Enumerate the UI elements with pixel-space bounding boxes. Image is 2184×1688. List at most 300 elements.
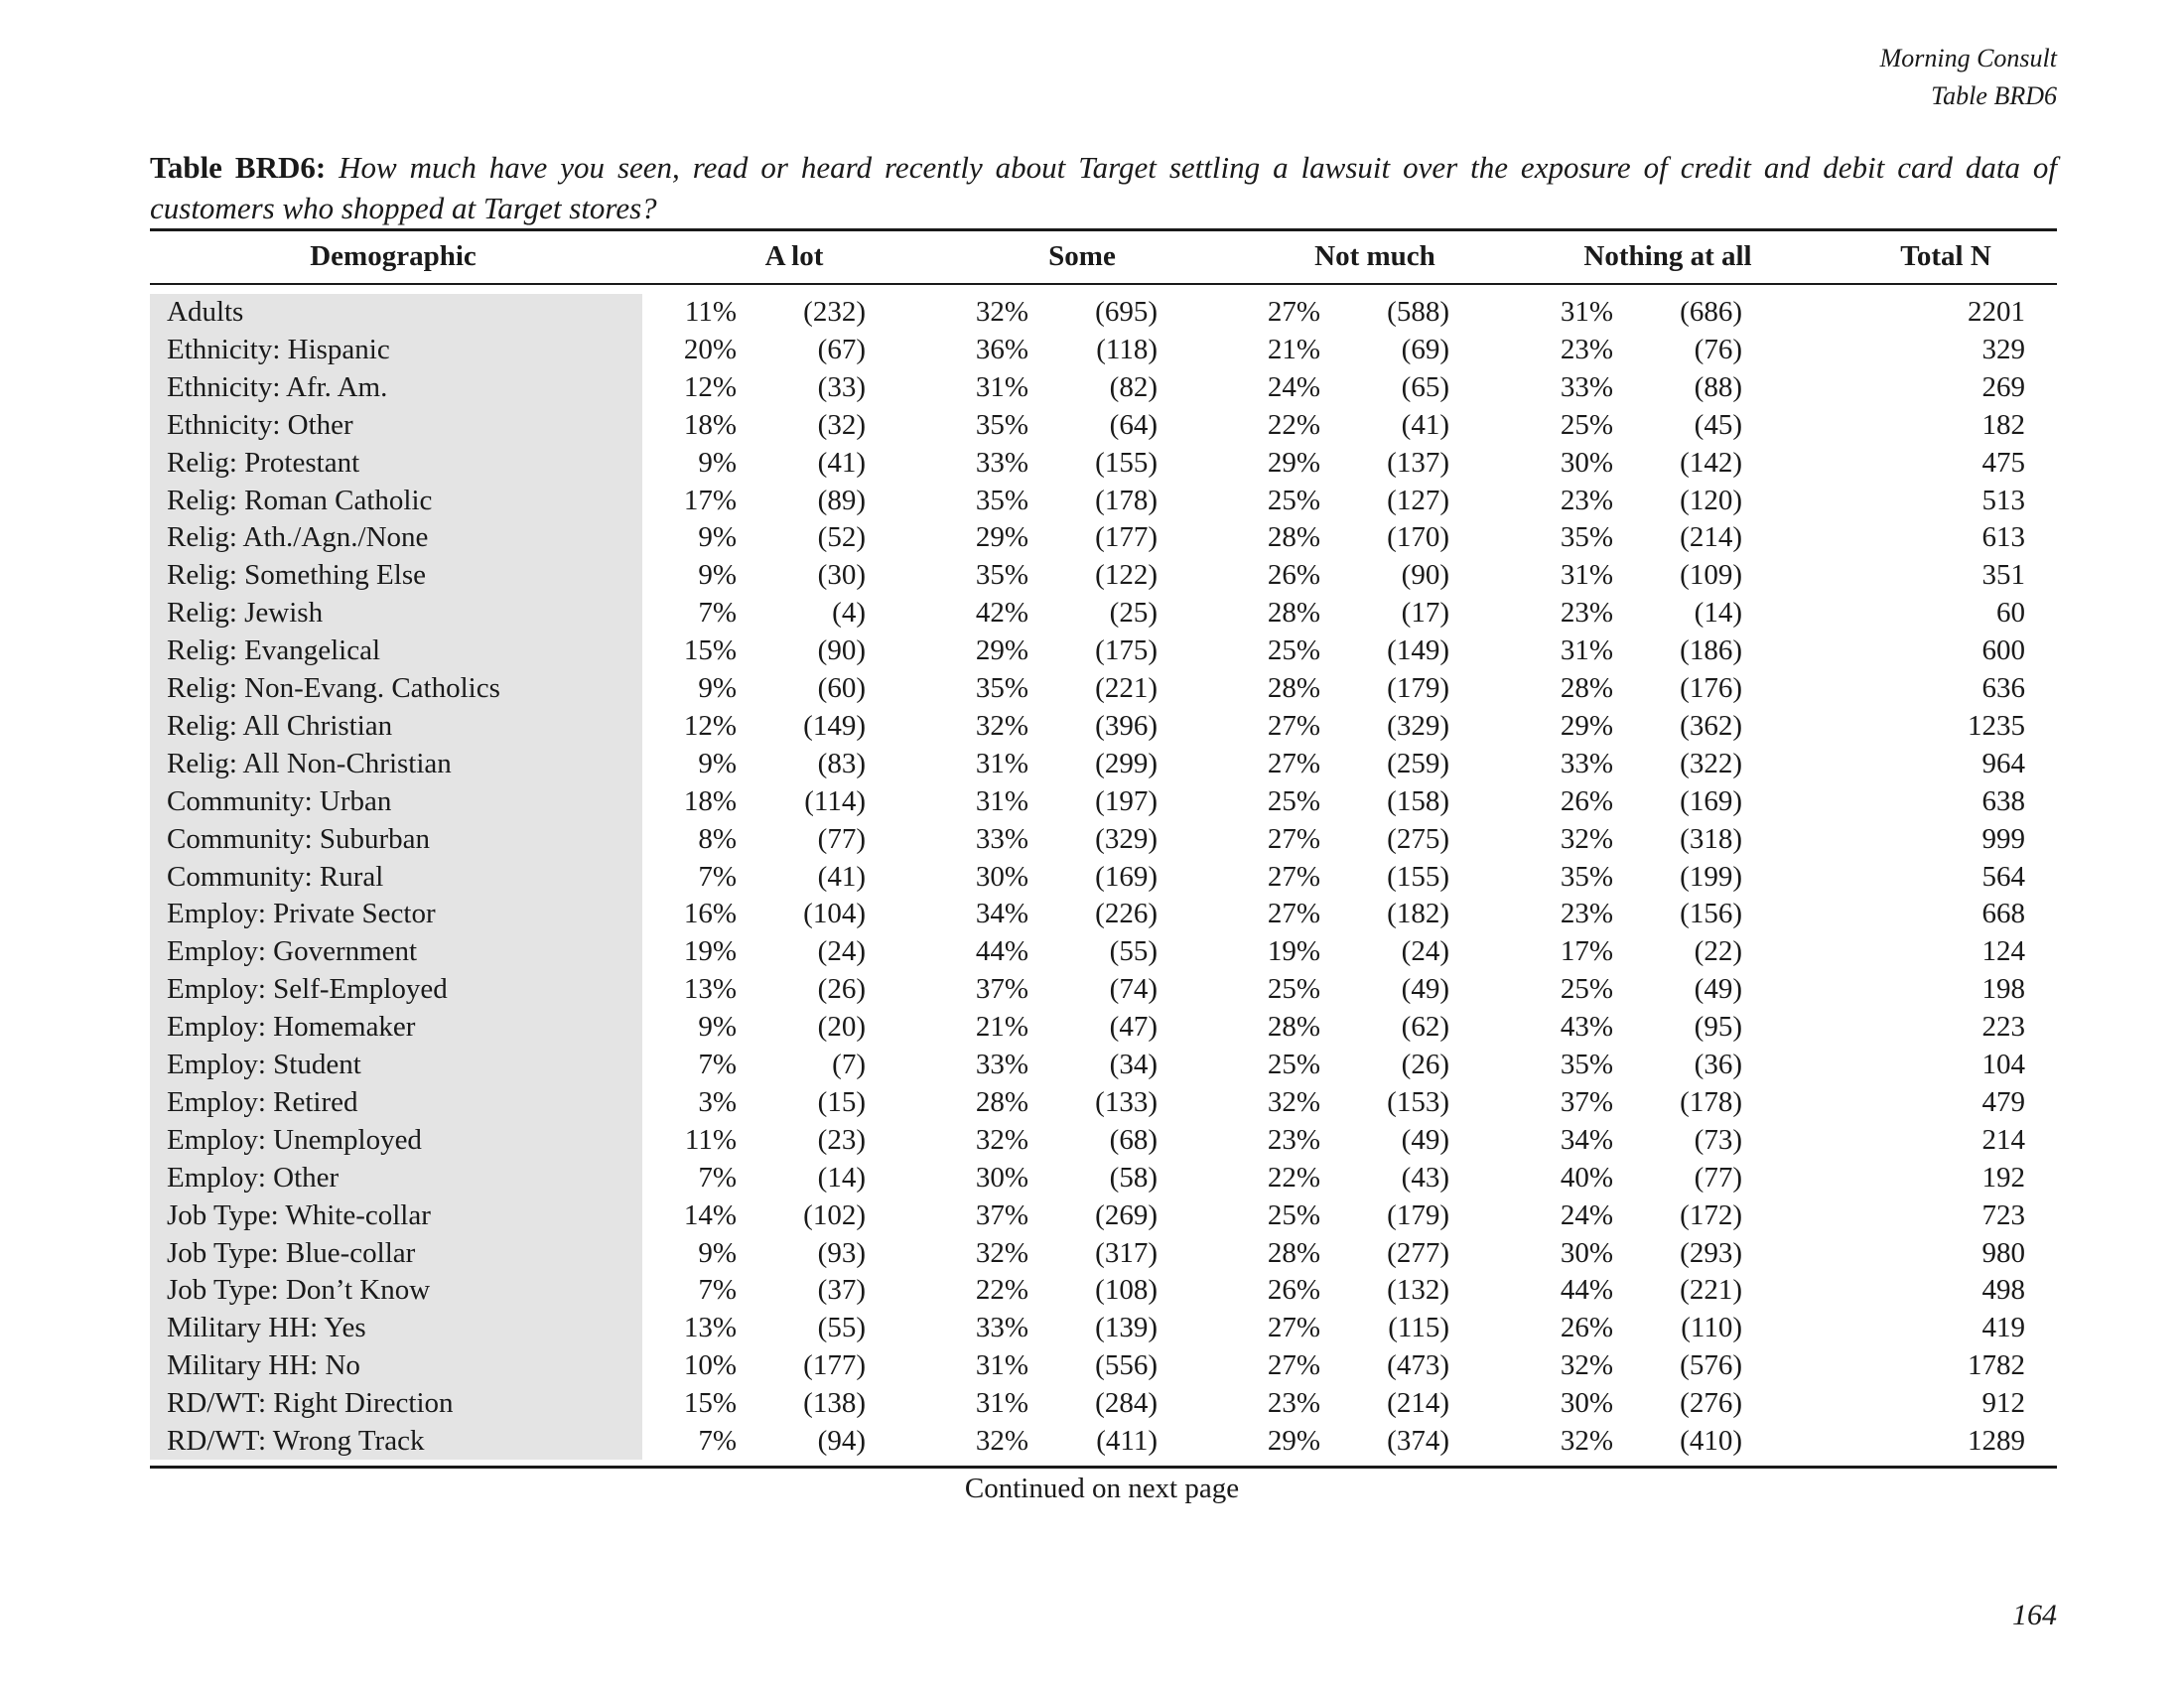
cell-total-n: 198 — [1981, 973, 2025, 1006]
table-row — [0, 1271, 2184, 1309]
cell-not-much-pct: 32% — [1267, 1085, 1320, 1118]
cell-a-lot-pct: 7% — [698, 860, 737, 893]
cell-some-n: (139) — [1095, 1312, 1158, 1344]
cell-total-n: 1235 — [1968, 709, 2025, 742]
cell-a-lot-pct: 7% — [698, 1274, 737, 1307]
cell-some-pct: 33% — [975, 822, 1028, 855]
cell-total-n: 723 — [1981, 1198, 2025, 1231]
cell-nothing-pct: 23% — [1560, 484, 1613, 516]
cell-some-n: (299) — [1095, 747, 1158, 779]
cell-some-pct: 37% — [975, 973, 1028, 1006]
cell-not-much-pct: 23% — [1267, 1387, 1320, 1420]
cell-total-n: 479 — [1981, 1085, 2025, 1118]
cell-nothing-pct: 25% — [1560, 973, 1613, 1006]
cell-a-lot-pct: 8% — [698, 822, 737, 855]
cell-nothing-n: (76) — [1694, 333, 1742, 365]
cell-not-much-n: (588) — [1387, 296, 1449, 328]
publisher-name: Morning Consult — [1879, 44, 2057, 72]
cell-not-much-n: (259) — [1387, 747, 1449, 779]
cell-some-n: (317) — [1095, 1236, 1158, 1269]
cell-not-much-pct: 25% — [1267, 1198, 1320, 1231]
cell-a-lot-n: (24) — [817, 935, 866, 968]
cell-not-much-pct: 27% — [1267, 296, 1320, 328]
cell-some-n: (175) — [1095, 634, 1158, 667]
row-label: RD/WT: Wrong Track — [167, 1425, 425, 1457]
cell-some-n: (133) — [1095, 1085, 1158, 1118]
cell-not-much-n: (132) — [1387, 1274, 1449, 1307]
cell-total-n: 564 — [1981, 860, 2025, 893]
page-number: 164 — [2012, 1599, 2057, 1631]
top-rule — [150, 228, 2057, 231]
cell-a-lot-pct: 9% — [698, 1011, 737, 1044]
cell-nothing-pct: 17% — [1560, 935, 1613, 968]
cell-nothing-pct: 29% — [1560, 709, 1613, 742]
table-row — [0, 1008, 2184, 1046]
cell-some-pct: 30% — [975, 860, 1028, 893]
cell-a-lot-pct: 7% — [698, 1425, 737, 1457]
cell-some-n: (269) — [1095, 1198, 1158, 1231]
cell-total-n: 419 — [1981, 1312, 2025, 1344]
cell-some-pct: 31% — [975, 1349, 1028, 1382]
row-label: Job Type: White-collar — [167, 1198, 431, 1231]
row-label: Employ: Retired — [167, 1085, 358, 1118]
cell-nothing-n: (156) — [1680, 898, 1742, 930]
cell-some-pct: 29% — [975, 521, 1028, 554]
cell-some-pct: 42% — [975, 597, 1028, 630]
cell-not-much-n: (179) — [1387, 672, 1449, 704]
cell-some-n: (197) — [1095, 784, 1158, 817]
cell-a-lot-n: (67) — [817, 333, 866, 365]
cell-not-much-pct: 27% — [1267, 898, 1320, 930]
cell-not-much-n: (41) — [1401, 408, 1449, 441]
row-label: Employ: Homemaker — [167, 1011, 416, 1044]
table-row — [0, 1346, 2184, 1384]
table-title-label: Table BRD6: — [150, 150, 327, 185]
table-row — [0, 406, 2184, 444]
table-row — [0, 669, 2184, 707]
cell-some-pct: 35% — [975, 559, 1028, 592]
cell-a-lot-pct: 9% — [698, 446, 737, 479]
cell-not-much-pct: 19% — [1267, 935, 1320, 968]
cell-nothing-pct: 35% — [1560, 521, 1613, 554]
table-row — [0, 594, 2184, 632]
cell-total-n: 182 — [1981, 408, 2025, 441]
cell-nothing-n: (410) — [1680, 1425, 1742, 1457]
cell-total-n: 124 — [1981, 935, 2025, 968]
cell-a-lot-pct: 15% — [683, 634, 737, 667]
cell-not-much-n: (275) — [1387, 822, 1449, 855]
cell-a-lot-n: (102) — [803, 1198, 866, 1231]
cell-not-much-pct: 25% — [1267, 484, 1320, 516]
row-label: Employ: Self-Employed — [167, 973, 448, 1006]
cell-nothing-n: (276) — [1680, 1387, 1742, 1420]
cell-some-n: (122) — [1095, 559, 1158, 592]
cell-nothing-n: (576) — [1680, 1349, 1742, 1382]
row-label: Military HH: No — [167, 1349, 360, 1382]
cell-nothing-pct: 33% — [1560, 370, 1613, 403]
cell-some-n: (396) — [1095, 709, 1158, 742]
row-label: Employ: Student — [167, 1049, 361, 1080]
cell-not-much-pct: 25% — [1267, 1049, 1320, 1080]
cell-some-pct: 32% — [975, 1123, 1028, 1156]
col-header-demographic: Demographic — [310, 240, 477, 272]
cell-not-much-n: (374) — [1387, 1425, 1449, 1457]
cell-nothing-n: (176) — [1680, 672, 1742, 704]
cell-nothing-n: (169) — [1680, 784, 1742, 817]
table-row — [0, 556, 2184, 594]
cell-not-much-n: (473) — [1387, 1349, 1449, 1382]
cell-some-n: (55) — [1109, 935, 1158, 968]
cell-nothing-n: (88) — [1694, 370, 1742, 403]
column-headers — [0, 238, 2184, 278]
table-row — [0, 368, 2184, 406]
table-row — [0, 820, 2184, 858]
cell-not-much-pct: 28% — [1267, 1011, 1320, 1044]
cell-nothing-n: (45) — [1694, 408, 1742, 441]
table-row — [0, 1422, 2184, 1460]
continued-note: Continued on next page — [964, 1473, 1240, 1504]
cell-some-n: (155) — [1095, 446, 1158, 479]
cell-nothing-n: (77) — [1694, 1161, 1742, 1194]
table-row — [0, 518, 2184, 556]
cell-some-pct: 29% — [975, 634, 1028, 667]
cell-not-much-pct: 26% — [1267, 559, 1320, 592]
cell-a-lot-pct: 7% — [698, 1161, 737, 1194]
cell-not-much-pct: 22% — [1267, 408, 1320, 441]
cell-some-pct: 44% — [975, 935, 1028, 968]
cell-not-much-pct: 29% — [1267, 1425, 1320, 1457]
cell-not-much-pct: 27% — [1267, 709, 1320, 742]
table-row — [0, 1384, 2184, 1422]
cell-some-pct: 33% — [975, 1312, 1028, 1344]
cell-nothing-n: (109) — [1680, 559, 1742, 592]
cell-not-much-n: (179) — [1387, 1198, 1449, 1231]
bottom-rule — [150, 1466, 2057, 1469]
cell-a-lot-pct: 3% — [698, 1085, 737, 1118]
row-label: Relig: Ath./Agn./None — [167, 521, 429, 554]
table-row — [0, 895, 2184, 932]
cell-a-lot-pct: 20% — [683, 333, 737, 365]
cell-a-lot-pct: 18% — [683, 784, 737, 817]
cell-some-n: (226) — [1095, 898, 1158, 930]
row-label: Job Type: Don’t Know — [167, 1274, 431, 1307]
table-row — [0, 1196, 2184, 1234]
row-label: Relig: All Non-Christian — [167, 747, 452, 779]
cell-not-much-n: (329) — [1387, 709, 1449, 742]
cell-a-lot-n: (26) — [817, 973, 866, 1006]
cell-nothing-n: (199) — [1680, 860, 1742, 893]
cell-not-much-pct: 27% — [1267, 860, 1320, 893]
cell-nothing-pct: 33% — [1560, 747, 1613, 779]
cell-a-lot-pct: 9% — [698, 521, 737, 554]
cell-total-n: 613 — [1981, 521, 2025, 554]
cell-nothing-n: (172) — [1680, 1198, 1742, 1231]
cell-total-n: 638 — [1981, 784, 2025, 817]
cell-not-much-pct: 25% — [1267, 634, 1320, 667]
cell-total-n: 269 — [1981, 370, 2025, 403]
cell-a-lot-n: (90) — [817, 634, 866, 667]
cell-some-pct: 37% — [975, 1198, 1028, 1231]
cell-some-n: (108) — [1095, 1274, 1158, 1307]
cell-total-n: 1782 — [1968, 1349, 2025, 1382]
cell-a-lot-pct: 13% — [683, 1312, 737, 1344]
cell-not-much-pct: 29% — [1267, 446, 1320, 479]
cell-a-lot-n: (93) — [817, 1236, 866, 1269]
cell-a-lot-pct: 7% — [698, 597, 737, 630]
cell-nothing-n: (73) — [1694, 1123, 1742, 1156]
table-row — [0, 482, 2184, 519]
cell-total-n: 999 — [1981, 822, 2025, 855]
cell-a-lot-n: (138) — [803, 1387, 866, 1420]
table-question: How much have you seen, read or heard recently about Target settling a lawsuit over the exposure of credit and debit card data of customers who shopped at Target stores? — [150, 150, 2058, 225]
cell-some-pct: 35% — [975, 672, 1028, 704]
cell-a-lot-pct: 16% — [683, 898, 737, 930]
cell-a-lot-pct: 10% — [683, 1349, 737, 1382]
cell-nothing-pct: 30% — [1560, 1236, 1613, 1269]
cell-nothing-pct: 31% — [1560, 296, 1613, 328]
row-label: Relig: Jewish — [167, 597, 324, 630]
table-row — [0, 782, 2184, 820]
cell-a-lot-n: (41) — [817, 860, 866, 893]
row-label: Relig: All Christian — [167, 709, 393, 742]
cell-some-pct: 36% — [975, 333, 1028, 365]
cell-total-n: 2201 — [1968, 296, 2025, 328]
cell-a-lot-pct: 9% — [698, 747, 737, 779]
cell-a-lot-n: (14) — [817, 1161, 866, 1194]
cell-some-n: (118) — [1096, 333, 1158, 365]
cell-some-pct: 35% — [975, 408, 1028, 441]
cell-some-n: (695) — [1095, 296, 1158, 328]
cell-nothing-pct: 26% — [1560, 1312, 1613, 1344]
cell-some-n: (556) — [1095, 1349, 1158, 1382]
cell-not-much-n: (149) — [1387, 634, 1449, 667]
cell-some-pct: 31% — [975, 370, 1028, 403]
cell-a-lot-n: (94) — [817, 1425, 866, 1457]
cell-some-pct: 32% — [975, 296, 1028, 328]
cell-a-lot-pct: 18% — [683, 408, 737, 441]
cell-total-n: 600 — [1981, 634, 2025, 667]
cell-not-much-n: (65) — [1401, 370, 1449, 403]
cell-some-pct: 34% — [975, 898, 1028, 930]
row-label: Community: Suburban — [167, 822, 431, 855]
cell-not-much-n: (158) — [1387, 784, 1449, 817]
cell-a-lot-n: (33) — [817, 370, 866, 403]
cell-total-n: 1289 — [1968, 1425, 2025, 1457]
cell-nothing-pct: 35% — [1560, 860, 1613, 893]
cell-nothing-n: (142) — [1680, 446, 1742, 479]
cell-nothing-n: (49) — [1694, 973, 1742, 1006]
cell-not-much-n: (137) — [1387, 446, 1449, 479]
cell-not-much-n: (26) — [1401, 1049, 1449, 1080]
cell-total-n: 636 — [1981, 672, 2025, 704]
cell-not-much-n: (153) — [1387, 1085, 1449, 1118]
cell-not-much-n: (214) — [1387, 1387, 1449, 1420]
cell-total-n: 223 — [1981, 1011, 2025, 1044]
row-label: Employ: Government — [167, 935, 418, 968]
row-label: Military HH: Yes — [167, 1312, 366, 1344]
cell-nothing-pct: 32% — [1560, 1349, 1613, 1382]
cell-nothing-n: (686) — [1680, 296, 1742, 328]
cell-not-much-pct: 27% — [1267, 822, 1320, 855]
cell-a-lot-pct: 13% — [683, 973, 737, 1006]
cell-total-n: 475 — [1981, 446, 2025, 479]
cell-some-n: (329) — [1095, 822, 1158, 855]
cell-some-pct: 32% — [975, 709, 1028, 742]
row-label: Relig: Non-Evang. Catholics — [167, 672, 500, 704]
cell-not-much-pct: 28% — [1267, 597, 1320, 630]
cell-nothing-pct: 40% — [1560, 1161, 1613, 1194]
row-label: Community: Rural — [167, 860, 384, 893]
cell-a-lot-pct: 17% — [683, 484, 737, 516]
cell-some-pct: 32% — [975, 1236, 1028, 1269]
cell-nothing-pct: 24% — [1560, 1198, 1613, 1231]
cell-a-lot-pct: 12% — [683, 370, 737, 403]
cell-nothing-pct: 30% — [1560, 1387, 1613, 1420]
row-label: Relig: Evangelical — [167, 634, 381, 667]
cell-a-lot-n: (37) — [817, 1274, 866, 1307]
row-label: Employ: Other — [167, 1161, 340, 1194]
cell-nothing-n: (120) — [1680, 484, 1742, 516]
cell-not-much-n: (170) — [1387, 521, 1449, 554]
cell-some-n: (221) — [1095, 672, 1158, 704]
cell-nothing-pct: 43% — [1560, 1011, 1613, 1044]
header-rule — [150, 283, 2057, 285]
cell-some-pct: 31% — [975, 747, 1028, 779]
cell-a-lot-n: (32) — [817, 408, 866, 441]
cell-total-n: 329 — [1981, 333, 2025, 365]
cell-some-n: (82) — [1109, 370, 1158, 403]
cell-nothing-pct: 28% — [1560, 672, 1613, 704]
cell-total-n: 964 — [1981, 747, 2025, 779]
cell-a-lot-n: (4) — [832, 597, 866, 630]
cell-not-much-pct: 21% — [1267, 333, 1320, 365]
cell-total-n: 668 — [1981, 898, 2025, 930]
cell-not-much-n: (155) — [1387, 860, 1449, 893]
cell-a-lot-n: (20) — [817, 1011, 866, 1044]
cell-a-lot-pct: 9% — [698, 559, 737, 592]
cell-nothing-pct: 23% — [1560, 597, 1613, 630]
row-label: Ethnicity: Hispanic — [167, 333, 390, 365]
cell-nothing-pct: 30% — [1560, 446, 1613, 479]
cell-nothing-n: (178) — [1680, 1085, 1742, 1118]
cell-nothing-n: (214) — [1680, 521, 1742, 554]
table-row — [0, 1121, 2184, 1159]
cell-a-lot-n: (77) — [817, 822, 866, 855]
row-label: Job Type: Blue-collar — [167, 1236, 416, 1269]
cell-a-lot-n: (149) — [803, 709, 866, 742]
cell-a-lot-n: (83) — [817, 747, 866, 779]
cell-some-n: (34) — [1109, 1049, 1158, 1080]
cell-not-much-n: (49) — [1401, 973, 1449, 1006]
row-label: Community: Urban — [167, 784, 392, 817]
cell-nothing-n: (36) — [1694, 1049, 1742, 1080]
cell-a-lot-pct: 11% — [684, 296, 737, 328]
cell-nothing-pct: 34% — [1560, 1123, 1613, 1156]
cell-nothing-pct: 26% — [1560, 784, 1613, 817]
cell-total-n: 498 — [1981, 1274, 2025, 1307]
cell-a-lot-n: (104) — [803, 898, 866, 930]
cell-not-much-n: (43) — [1401, 1161, 1449, 1194]
cell-a-lot-n: (23) — [817, 1123, 866, 1156]
cell-not-much-n: (115) — [1388, 1312, 1449, 1344]
cell-some-pct: 30% — [975, 1161, 1028, 1194]
table-row — [0, 970, 2184, 1008]
cell-not-much-pct: 27% — [1267, 1312, 1320, 1344]
cell-some-pct: 32% — [975, 1425, 1028, 1457]
cell-a-lot-n: (52) — [817, 521, 866, 554]
cell-nothing-n: (322) — [1680, 747, 1742, 779]
table-row — [0, 932, 2184, 970]
cell-a-lot-pct: 12% — [683, 709, 737, 742]
cell-nothing-pct: 37% — [1560, 1085, 1613, 1118]
cell-a-lot-n: (177) — [803, 1349, 866, 1382]
cell-a-lot-n: (41) — [817, 446, 866, 479]
cell-a-lot-n: (60) — [817, 672, 866, 704]
row-label: Employ: Unemployed — [167, 1123, 422, 1156]
cell-a-lot-pct: 19% — [683, 935, 737, 968]
row-label: RD/WT: Right Direction — [167, 1387, 454, 1420]
cell-nothing-pct: 23% — [1560, 898, 1613, 930]
table-row — [0, 1309, 2184, 1346]
cell-some-n: (68) — [1109, 1123, 1158, 1156]
col-header-nothing-at-all: Nothing at all — [1583, 240, 1752, 272]
cell-nothing-n: (95) — [1694, 1011, 1742, 1044]
cell-not-much-n: (90) — [1401, 559, 1449, 592]
cell-some-n: (74) — [1109, 973, 1158, 1006]
cell-not-much-pct: 28% — [1267, 1236, 1320, 1269]
cell-not-much-n: (62) — [1401, 1011, 1449, 1044]
table-row — [0, 1083, 2184, 1121]
cell-a-lot-n: (232) — [803, 296, 866, 328]
cell-some-pct: 31% — [975, 1387, 1028, 1420]
cell-nothing-pct: 25% — [1560, 408, 1613, 441]
cell-nothing-n: (22) — [1694, 935, 1742, 968]
cell-a-lot-pct: 11% — [684, 1123, 737, 1156]
cell-nothing-n: (221) — [1680, 1274, 1742, 1307]
cell-a-lot-n: (55) — [817, 1312, 866, 1344]
cell-nothing-n: (293) — [1680, 1236, 1742, 1269]
row-label: Relig: Protestant — [167, 446, 360, 479]
row-label: Relig: Something Else — [167, 559, 426, 592]
cell-some-n: (411) — [1096, 1425, 1158, 1457]
cell-a-lot-pct: 7% — [698, 1049, 737, 1080]
row-label: Ethnicity: Other — [167, 408, 353, 441]
col-header-not-much: Not much — [1314, 240, 1435, 272]
cell-not-much-n: (24) — [1401, 935, 1449, 968]
cell-a-lot-pct: 9% — [698, 1236, 737, 1269]
cell-nothing-n: (110) — [1681, 1312, 1742, 1344]
cell-nothing-n: (362) — [1680, 709, 1742, 742]
cell-total-n: 513 — [1981, 484, 2025, 516]
cell-nothing-pct: 23% — [1560, 333, 1613, 365]
table-row — [0, 444, 2184, 482]
cell-not-much-pct: 25% — [1267, 973, 1320, 1006]
cell-not-much-pct: 24% — [1267, 370, 1320, 403]
cell-some-n: (178) — [1095, 484, 1158, 516]
cell-nothing-pct: 31% — [1560, 634, 1613, 667]
cell-some-n: (284) — [1095, 1387, 1158, 1420]
table-row — [0, 707, 2184, 745]
cell-not-much-n: (17) — [1401, 597, 1449, 630]
cell-nothing-pct: 32% — [1560, 822, 1613, 855]
cell-total-n: 912 — [1981, 1387, 2025, 1420]
table-row — [0, 745, 2184, 782]
cell-nothing-n: (186) — [1680, 634, 1742, 667]
cell-a-lot-pct: 14% — [683, 1198, 737, 1231]
cell-a-lot-n: (30) — [817, 559, 866, 592]
cell-a-lot-pct: 15% — [683, 1387, 737, 1420]
cell-nothing-pct: 35% — [1560, 1049, 1613, 1080]
